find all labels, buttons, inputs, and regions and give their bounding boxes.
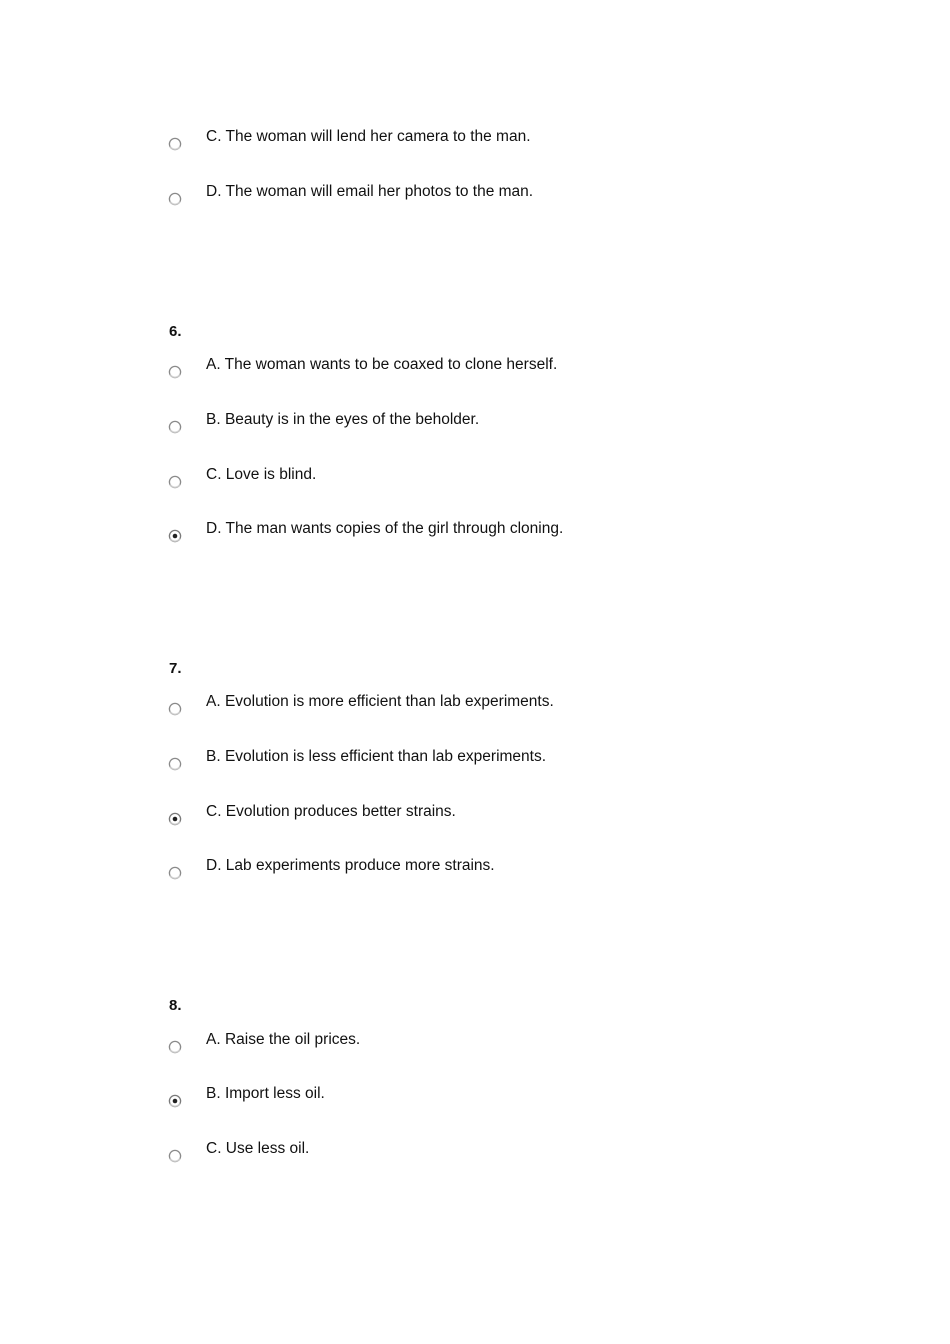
option-7b[interactable]	[168, 748, 868, 782]
option-5d[interactable]	[168, 183, 868, 217]
radio-unchecked-icon[interactable]	[168, 757, 182, 771]
radio-unchecked-icon[interactable]	[168, 1149, 182, 1163]
option-6d[interactable]	[168, 520, 868, 554]
option-7a[interactable]	[168, 693, 868, 727]
option-label: C. Love is blind.	[206, 466, 317, 483]
option-label: D. The man wants copies of the girl through cloning.	[206, 520, 564, 537]
option-label: C. Evolution produces better strains.	[206, 803, 456, 820]
option-8a[interactable]	[168, 1031, 868, 1065]
radio-unchecked-icon[interactable]	[168, 1040, 182, 1054]
option-5c[interactable]	[168, 128, 868, 162]
option-6c[interactable]	[168, 466, 868, 500]
option-8c[interactable]	[168, 1140, 868, 1174]
radio-unchecked-icon[interactable]	[168, 866, 182, 880]
radio-checked-icon[interactable]	[168, 1094, 182, 1108]
radio-unchecked-icon[interactable]	[168, 365, 182, 379]
option-6a[interactable]	[168, 356, 868, 390]
radio-unchecked-icon[interactable]	[168, 420, 182, 434]
option-label: A. Evolution is more efficient than lab experiments.	[206, 693, 554, 710]
option-label: C. Use less oil.	[206, 1140, 310, 1157]
option-label: B. Import less oil.	[206, 1085, 325, 1102]
option-label: A. The woman wants to be coaxed to clone herself.	[206, 356, 558, 373]
option-7c[interactable]	[168, 803, 868, 837]
question-number: 7.	[169, 660, 182, 677]
question-number: 6.	[169, 323, 182, 340]
radio-checked-icon[interactable]	[168, 529, 182, 543]
option-6b[interactable]	[168, 411, 868, 445]
option-8b[interactable]	[168, 1085, 868, 1119]
option-label: D. Lab experiments produce more strains.	[206, 857, 495, 874]
option-7d[interactable]	[168, 857, 868, 891]
option-label: D. The woman will email her photos to the man.	[206, 183, 534, 200]
radio-unchecked-icon[interactable]	[168, 702, 182, 716]
option-label: C. The woman will lend her camera to the man.	[206, 128, 531, 145]
radio-unchecked-icon[interactable]	[168, 137, 182, 151]
radio-unchecked-icon[interactable]	[168, 475, 182, 489]
option-label: B. Evolution is less efficient than lab experiments.	[206, 748, 547, 765]
question-number: 8.	[169, 997, 182, 1014]
option-label: B. Beauty is in the eyes of the beholder.	[206, 411, 480, 428]
option-label: A. Raise the oil prices.	[206, 1031, 361, 1048]
radio-checked-icon[interactable]	[168, 812, 182, 826]
radio-unchecked-icon[interactable]	[168, 192, 182, 206]
